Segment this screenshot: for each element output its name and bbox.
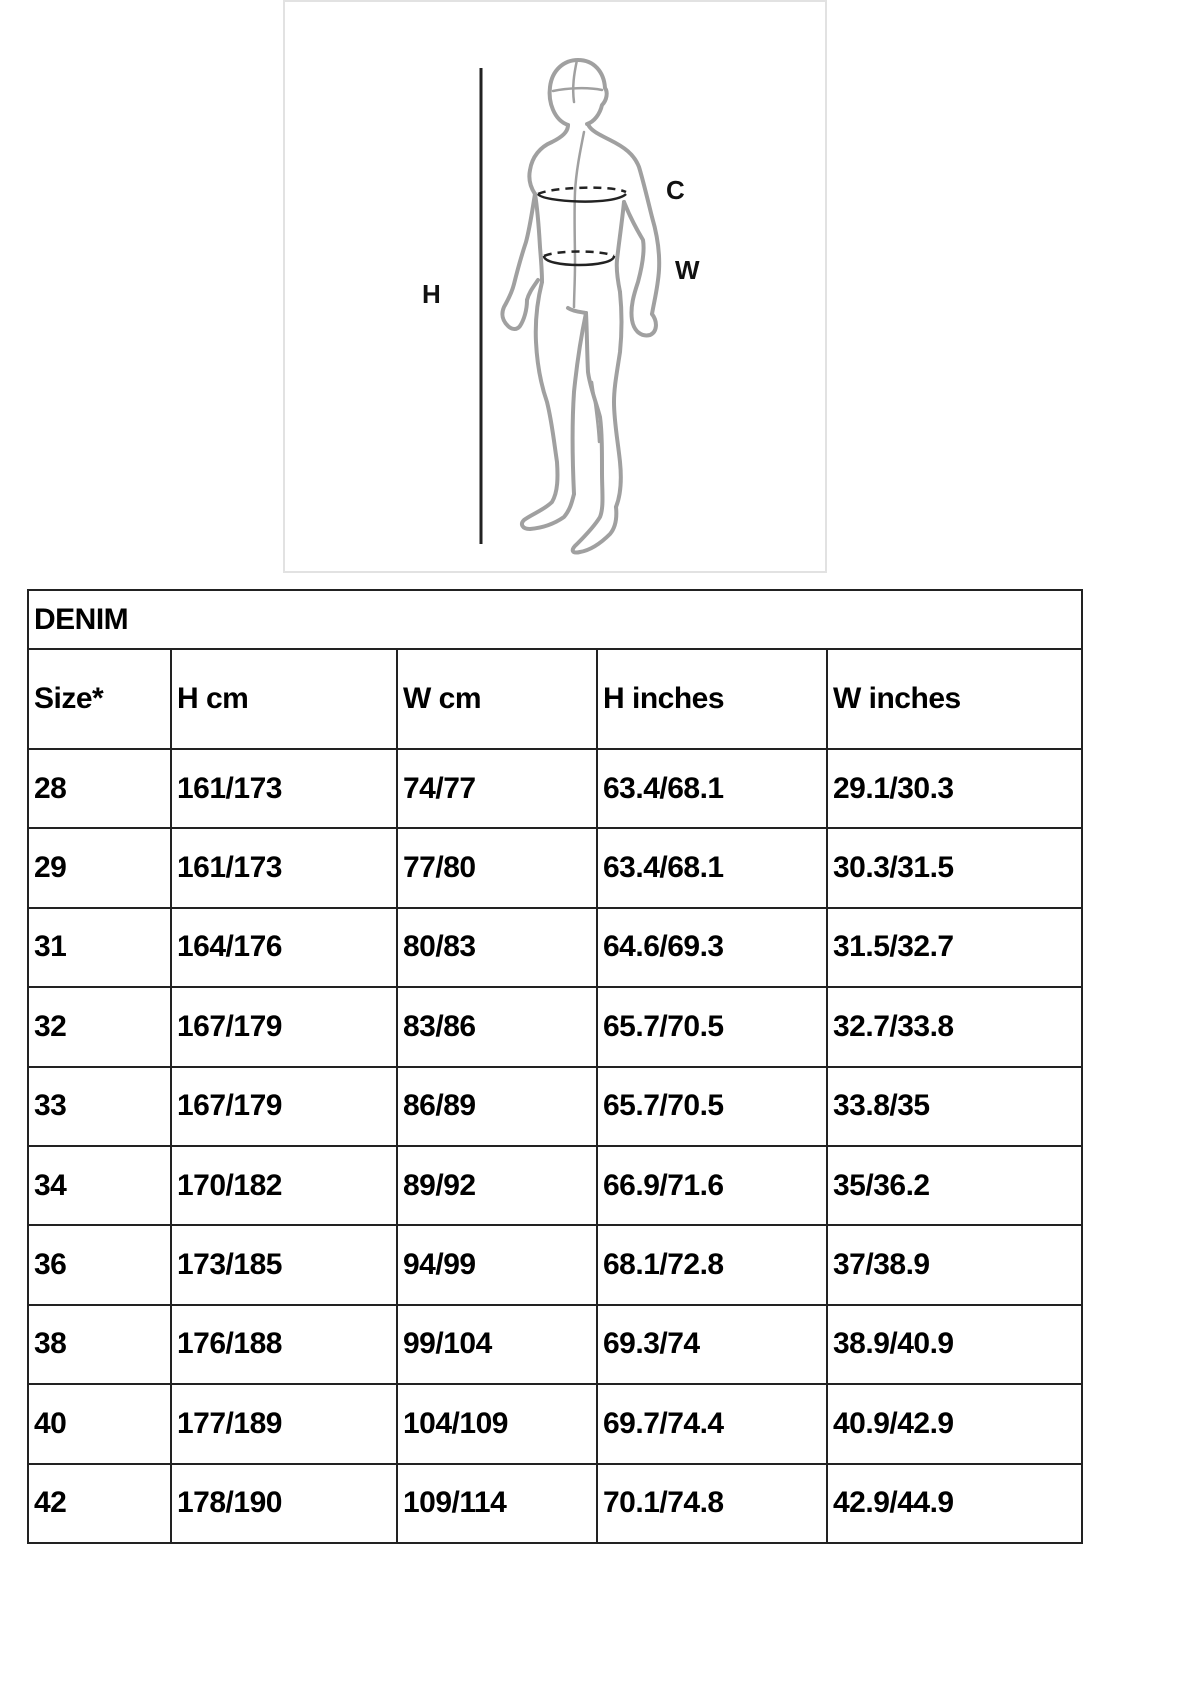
table-row bbox=[28, 1305, 1082, 1384]
cell-w-inches: 40.9/42.9 bbox=[827, 1384, 1082, 1463]
cell-h-inches: 65.7/70.5 bbox=[597, 987, 827, 1066]
table-row bbox=[28, 1384, 1082, 1463]
table-title-row bbox=[28, 590, 1082, 649]
cell-size: 40 bbox=[28, 1384, 171, 1463]
cell-w-cm: 77/80 bbox=[397, 828, 597, 907]
cell-w-cm: 89/92 bbox=[397, 1146, 597, 1225]
cell-size: 42 bbox=[28, 1464, 171, 1543]
cell-size: 31 bbox=[28, 908, 171, 987]
cell-h-cm: 170/182 bbox=[171, 1146, 397, 1225]
cell-size: 34 bbox=[28, 1146, 171, 1225]
table-row bbox=[28, 828, 1082, 907]
cell-size: 28 bbox=[28, 749, 171, 828]
cell-w-inches: 30.3/31.5 bbox=[827, 828, 1082, 907]
cell-h-cm: 173/185 bbox=[171, 1225, 397, 1304]
cell-w-cm: 83/86 bbox=[397, 987, 597, 1066]
human-figure-icon bbox=[285, 2, 829, 575]
cell-h-cm: 176/188 bbox=[171, 1305, 397, 1384]
table-header-row bbox=[28, 649, 1082, 749]
cell-h-cm: 164/176 bbox=[171, 908, 397, 987]
cell-size: 38 bbox=[28, 1305, 171, 1384]
column-header-w-cm: W cm bbox=[397, 649, 597, 749]
table-row bbox=[28, 749, 1082, 828]
cell-h-inches: 63.4/68.1 bbox=[597, 828, 827, 907]
cell-size: 32 bbox=[28, 987, 171, 1066]
cell-w-inches: 29.1/30.3 bbox=[827, 749, 1082, 828]
column-header-w-inches: W inches bbox=[827, 649, 1082, 749]
column-header-h-cm: H cm bbox=[171, 649, 397, 749]
cell-w-inches: 32.7/33.8 bbox=[827, 987, 1082, 1066]
cell-w-inches: 33.8/35 bbox=[827, 1067, 1082, 1146]
table-row bbox=[28, 987, 1082, 1066]
cell-h-cm: 167/179 bbox=[171, 1067, 397, 1146]
cell-w-cm: 99/104 bbox=[397, 1305, 597, 1384]
cell-size: 29 bbox=[28, 828, 171, 907]
denim-size-table bbox=[27, 589, 1083, 1544]
cell-h-inches: 65.7/70.5 bbox=[597, 1067, 827, 1146]
column-header-size: Size* bbox=[28, 649, 171, 749]
cell-w-inches: 38.9/40.9 bbox=[827, 1305, 1082, 1384]
cell-w-cm: 80/83 bbox=[397, 908, 597, 987]
cell-h-inches: 63.4/68.1 bbox=[597, 749, 827, 828]
cell-w-cm: 109/114 bbox=[397, 1464, 597, 1543]
table-row bbox=[28, 1464, 1082, 1543]
cell-w-inches: 35/36.2 bbox=[827, 1146, 1082, 1225]
table-row bbox=[28, 1067, 1082, 1146]
cell-w-cm: 86/89 bbox=[397, 1067, 597, 1146]
cell-size: 36 bbox=[28, 1225, 171, 1304]
cell-h-inches: 66.9/71.6 bbox=[597, 1146, 827, 1225]
chest-label: C bbox=[666, 175, 685, 205]
body-measurement-figure bbox=[283, 0, 827, 573]
cell-h-inches: 64.6/69.3 bbox=[597, 908, 827, 987]
table-row bbox=[28, 908, 1082, 987]
cell-h-inches: 69.3/74 bbox=[597, 1305, 827, 1384]
height-label: H bbox=[422, 279, 441, 309]
cell-w-cm: 104/109 bbox=[397, 1384, 597, 1463]
table-title: DENIM bbox=[28, 590, 1082, 649]
cell-w-cm: 94/99 bbox=[397, 1225, 597, 1304]
cell-h-cm: 161/173 bbox=[171, 749, 397, 828]
cell-size: 33 bbox=[28, 1067, 171, 1146]
cell-h-inches: 68.1/72.8 bbox=[597, 1225, 827, 1304]
cell-h-cm: 178/190 bbox=[171, 1464, 397, 1543]
column-header-h-inches: H inches bbox=[597, 649, 827, 749]
cell-h-inches: 70.1/74.8 bbox=[597, 1464, 827, 1543]
cell-h-cm: 167/179 bbox=[171, 987, 397, 1066]
cell-w-inches: 42.9/44.9 bbox=[827, 1464, 1082, 1543]
cell-h-cm: 161/173 bbox=[171, 828, 397, 907]
waist-label: W bbox=[675, 255, 700, 285]
cell-h-cm: 177/189 bbox=[171, 1384, 397, 1463]
cell-h-inches: 69.7/74.4 bbox=[597, 1384, 827, 1463]
cell-w-inches: 37/38.9 bbox=[827, 1225, 1082, 1304]
cell-w-inches: 31.5/32.7 bbox=[827, 908, 1082, 987]
table-row bbox=[28, 1225, 1082, 1304]
cell-w-cm: 74/77 bbox=[397, 749, 597, 828]
table-row bbox=[28, 1146, 1082, 1225]
